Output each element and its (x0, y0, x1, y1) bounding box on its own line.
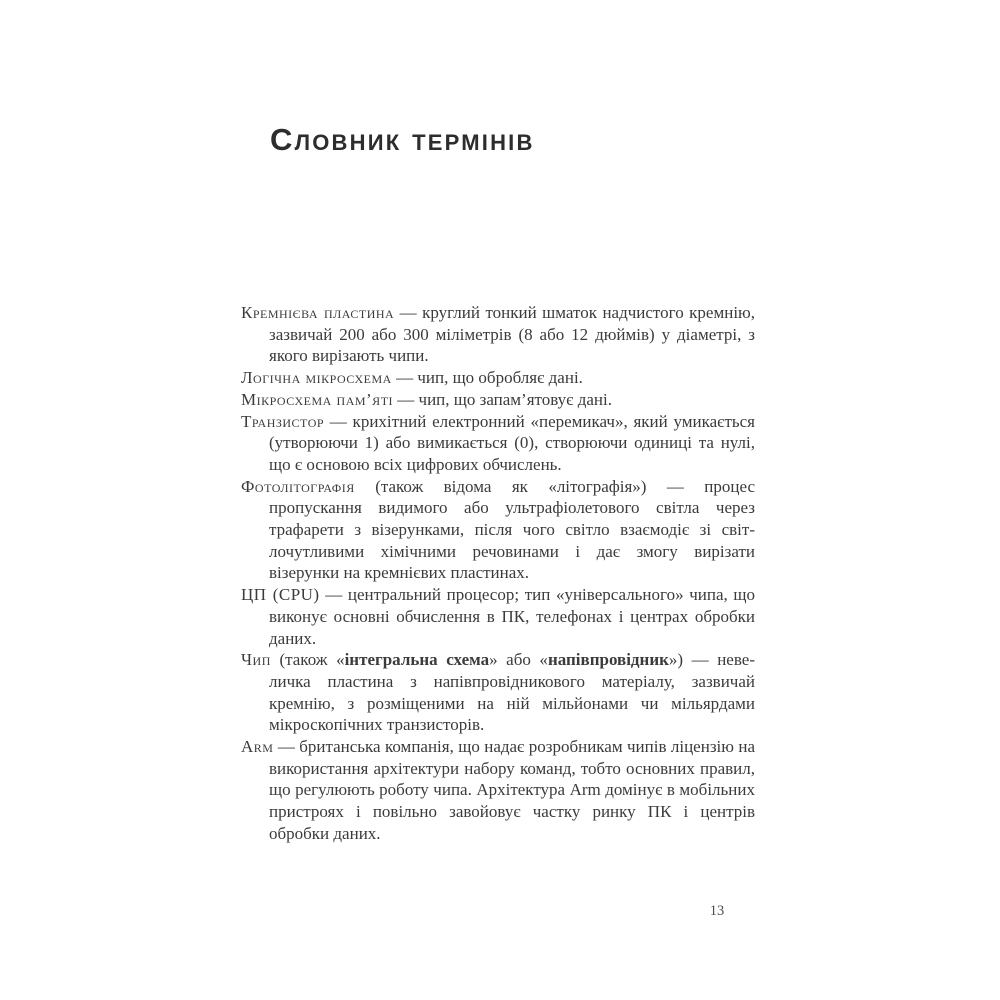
glossary-definition-text: ») — невеличка пластина з напівпровідникового матеріалу, зазвичай кремнію, з розміщеними на ній мільйонами чи мільярдами мікроскопічних транзисторів. (269, 650, 755, 735)
glossary-definition-text: — центральний процесор; тип «універсального» чипа, що виконує основні обчислення в ПК, телефонах і центрах обробки даних. (269, 585, 755, 648)
glossary-entry (241, 367, 755, 389)
glossary-term: Логічна мікросхема (241, 368, 392, 388)
glossary-term: Arm (241, 737, 274, 757)
glossary-definition-text: — чип, що обробляє дані. (391, 368, 583, 388)
glossary-entry (241, 411, 755, 476)
glossary-term: Транзистор (241, 411, 325, 431)
glossary-entry (241, 476, 755, 585)
glossary-entry (241, 302, 755, 367)
glossary-definition-bold-text: інтегральна схема (344, 650, 490, 670)
glossary-entry (241, 649, 755, 736)
page-number: 13 (709, 903, 725, 919)
glossary-definition-text: (також відома як «літографія») — процес пропускання видимого або ультрафіолетового світла через трафарети з візерунками, після чого світло взаємодіє зі світлочутливими хімічними речовинами і дає змогу вирізати візерунки на кремнієвих пластинах. (269, 476, 755, 583)
glossary-term: ЦП (CPU) (241, 585, 320, 605)
page-title: Словник термінів (270, 122, 535, 157)
glossary-definition-text: — чип, що запам’ятовує дані. (393, 389, 612, 409)
glossary-definition-text: » або « (489, 650, 548, 670)
glossary-entry (241, 389, 755, 411)
glossary-term: Мікросхема пам’яті (241, 389, 394, 409)
glossary-definition-bold-text: напівпровідник (547, 650, 669, 670)
glossary-definition-text: — крихітний електронний «перемикач», який умикається (утворюючи 1) або вимикається (0), створюючи одиниці та нулі, що є основою всіх цифрових обчислень. (269, 411, 755, 474)
glossary-definition-text: — круглий тонкий шматок надчистого кремнію, зазвичай 200 або 300 міліметрів (8 або 12 дюймів) у діаметрі, з якого вирізають чипи. (269, 303, 755, 366)
glossary-entry (241, 736, 755, 845)
glossary-term: Чип (241, 650, 271, 670)
glossary-list (241, 302, 755, 845)
glossary-definition-text: — британська компанія, що надає розробникам чипів ліцензію на використання архітектури набору команд, тобто основних правил, що регулюють роботу чипа. Архітектура Arm домінує в мобільних пристроях і повільно завойовує частку ринку ПК і центрів обробки даних. (269, 737, 755, 843)
glossary-term: Кремнієва пластина (241, 303, 395, 322)
glossary-term: Фотолітографія (241, 476, 355, 496)
glossary-definition-text: (також « (270, 650, 345, 670)
glossary-entry (241, 584, 755, 649)
